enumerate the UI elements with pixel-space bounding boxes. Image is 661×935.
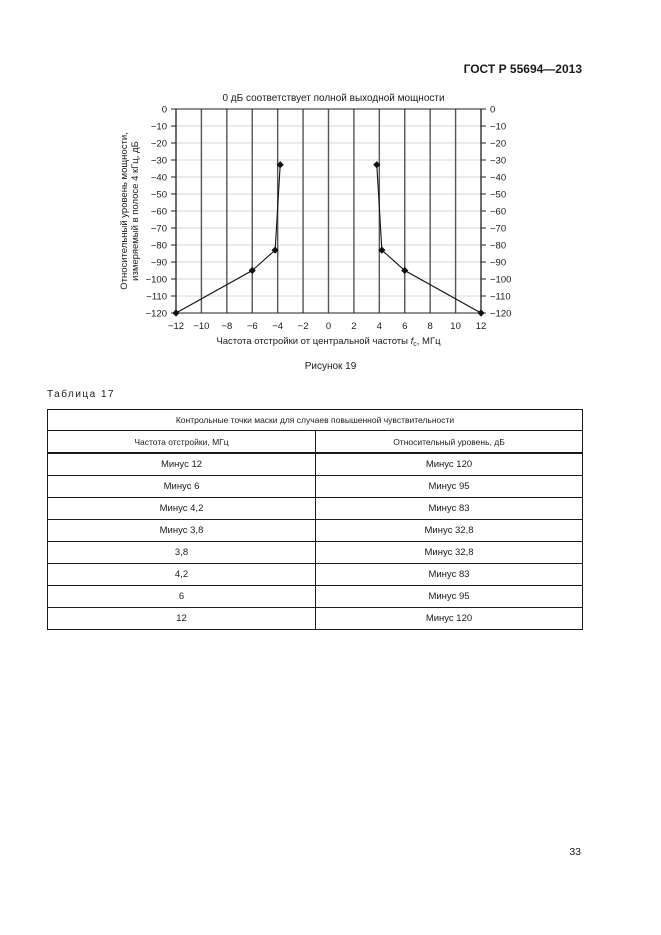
table-row	[48, 520, 583, 542]
y-tick-label-left: −40	[150, 172, 167, 184]
y-tick-label-right: −20	[490, 138, 507, 150]
y-tick-label-right: 0	[490, 104, 496, 116]
y-tick-label-right: −80	[490, 240, 507, 252]
x-axis-label-text: Частота отстройки от центральной частоты	[216, 336, 411, 347]
chart-title: 0 дБ соответствует полной выходной мощности	[222, 93, 445, 104]
table-row	[48, 586, 583, 608]
y-tick-label-right: −110	[490, 291, 511, 303]
x-tick-label: −6	[246, 321, 258, 332]
x-axis-label-subscript: c	[413, 341, 417, 348]
cell-level: Минус 83	[316, 564, 583, 586]
y-tick-label-left: −90	[150, 257, 167, 269]
table-header-row	[48, 431, 583, 454]
cell-level: Минус 120	[316, 608, 583, 630]
cell-frequency: 4,2	[48, 564, 316, 586]
y-tick-label-left: −80	[150, 240, 167, 252]
table-row	[48, 453, 583, 476]
x-axis-label-variable: f	[410, 336, 414, 347]
y-tick-label-left: −100	[145, 274, 167, 286]
x-tick-label: 10	[450, 321, 461, 332]
y-tick-label-right: −70	[490, 223, 507, 235]
cell-level: Минус 32,8	[316, 520, 583, 542]
cell-level: Минус 120	[316, 453, 583, 476]
y-tick-label-left: −20	[150, 138, 167, 150]
cell-frequency: 12	[48, 608, 316, 630]
cell-frequency: Минус 12	[48, 453, 316, 476]
y-tick-label-right: −90	[490, 257, 507, 269]
x-tick-label: 8	[427, 321, 433, 332]
cell-frequency: Минус 4,2	[48, 498, 316, 520]
x-tick-label: 12	[475, 321, 487, 332]
y-axis-label-line1: Относительный уровень мощности,	[119, 132, 130, 290]
table-row	[48, 498, 583, 520]
figure-caption: Рисунок 19	[304, 361, 357, 372]
x-axis-label	[216, 336, 441, 348]
y-tick-label-right: −50	[490, 189, 507, 201]
control-points-table	[47, 409, 583, 630]
cell-frequency: Минус 6	[48, 476, 316, 498]
x-tick-label: 4	[376, 321, 382, 332]
y-axis-label	[119, 132, 141, 290]
table-row	[48, 564, 583, 586]
y-tick-label-right: −10	[490, 121, 507, 133]
y-tick-label-right: −40	[490, 172, 507, 184]
x-tick-label: −10	[193, 321, 210, 332]
y-tick-label-left: −110	[146, 291, 167, 303]
y-tick-label-left: −60	[150, 206, 167, 218]
x-tick-label: −8	[221, 321, 233, 332]
y-tick-label-left: −50	[150, 189, 167, 201]
page-number: 33	[569, 846, 581, 858]
x-tick-label: −12	[167, 321, 185, 332]
cell-frequency: Минус 3,8	[48, 520, 316, 542]
cell-level: Минус 32,8	[316, 542, 583, 564]
cell-level: Минус 95	[316, 476, 583, 498]
table-title: Контрольные точки маски для случаев повышенной чувствительности	[48, 410, 583, 431]
x-tick-label: 0	[325, 321, 332, 332]
mask-chart	[0, 0, 661, 380]
y-tick-label-left: 0	[161, 104, 167, 116]
y-tick-label-right: −30	[490, 155, 507, 167]
y-tick-label-right: −60	[490, 206, 507, 218]
table-row	[48, 608, 583, 630]
document-id: ГОСТ Р 55694—2013	[463, 62, 582, 76]
column-header-level: Относительный уровень, дБ	[316, 431, 583, 454]
y-tick-label-left: −30	[150, 155, 167, 167]
table-label: Таблица 17	[47, 389, 116, 400]
column-header-frequency: Частота отстройки, МГц	[48, 431, 316, 454]
x-tick-label: 6	[402, 321, 408, 332]
cell-frequency: 6	[48, 586, 316, 608]
chart-svg	[0, 0, 661, 380]
y-axis-label-line2: измеряемый в полосе 4 кГц, дБ	[130, 141, 141, 281]
y-tick-label-left: −70	[150, 223, 167, 235]
y-tick-label-right: −100	[490, 274, 512, 286]
x-tick-label: 2	[351, 321, 357, 332]
table-title-row	[48, 410, 583, 431]
x-tick-label: −2	[297, 321, 309, 332]
x-tick-label: −4	[272, 321, 284, 332]
y-tick-label-left: −10	[150, 121, 167, 133]
y-tick-label-right: −120	[490, 308, 512, 320]
y-tick-label-left: −120	[145, 308, 167, 320]
table-row	[48, 542, 583, 564]
x-axis-label-unit: , МГц	[416, 336, 441, 347]
cell-level: Минус 95	[316, 586, 583, 608]
cell-level: Минус 83	[316, 498, 583, 520]
cell-frequency: 3,8	[48, 542, 316, 564]
table-row	[48, 476, 583, 498]
